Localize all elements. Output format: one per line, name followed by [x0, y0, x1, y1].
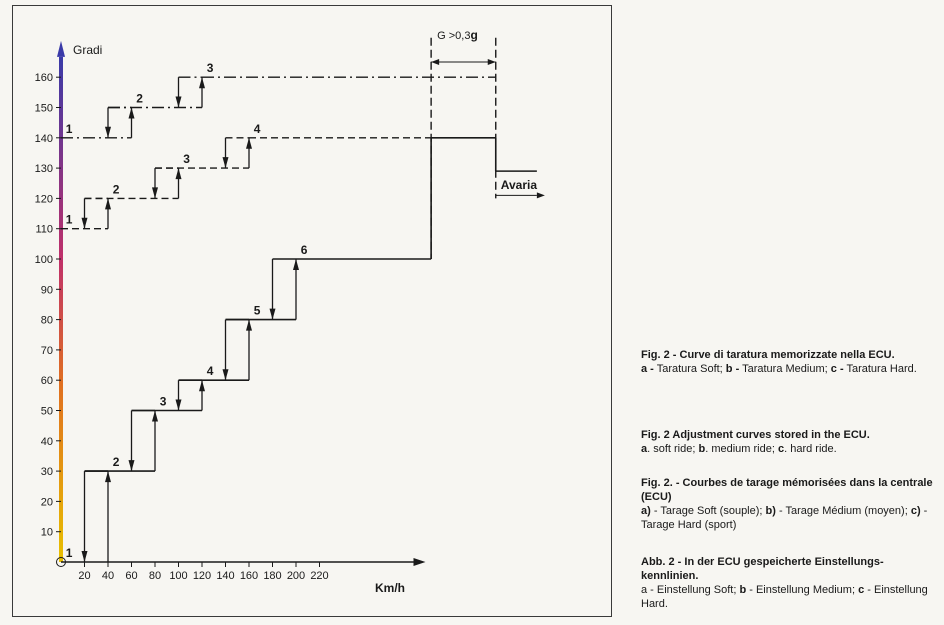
caption-title: Fig. 2 Adjustment curves stored in the ECU. — [641, 429, 870, 441]
caption-german — [641, 555, 933, 611]
y-tick-label: 110 — [35, 223, 53, 236]
y-tick-label: 120 — [34, 193, 53, 206]
x-tick-label: 20 — [78, 570, 91, 582]
soft-up-arrow-head — [105, 471, 111, 482]
y-tick-label: 130 — [34, 163, 53, 176]
medium-up-arrow-head — [105, 198, 111, 209]
medium-step-label: 4 — [253, 121, 261, 136]
caption-body: a - Taratura Soft; b - Taratura Medium; c - Taratura Hard. — [641, 363, 917, 375]
caption-title: Fig. 2. - Courbes de tarage mémorisées dans la centrale (ECU) — [641, 477, 933, 503]
x-tick-label: 220 — [310, 570, 329, 582]
hard-up-arrow-head — [129, 108, 135, 119]
soft-up-arrow-head — [199, 380, 205, 391]
g-window-label: G >0,3g — [437, 27, 478, 42]
medium-step-label: 3 — [183, 152, 190, 167]
x-tick-label: 80 — [148, 570, 162, 582]
hard-step-label: 3 — [206, 61, 214, 76]
medium-step-label: 1 — [65, 212, 73, 227]
medium-down-arrow-head — [223, 157, 229, 168]
hard-down-arrow-head — [105, 127, 111, 138]
hard-down-arrow-head — [176, 97, 182, 108]
soft-down-arrow-head — [176, 400, 182, 411]
caption-body: a. soft ride; b. medium ride; c. hard ride. — [641, 443, 837, 455]
medium-up-arrow-head — [246, 138, 252, 149]
y-tick-label: 60 — [40, 375, 53, 388]
y-tick-label: 90 — [40, 284, 53, 297]
y-tick-label: 40 — [40, 435, 53, 448]
soft-down-arrow-head — [129, 460, 135, 471]
caption-english — [641, 428, 933, 456]
caption-italian — [641, 348, 933, 376]
g-window-arrow-left-icon — [431, 59, 439, 65]
caption-body: a) - Tarage Soft (souple); b) - Tarage Médium (moyen); c) - Tarage Hard (sport) — [641, 505, 928, 531]
avaria-label: Avaria — [500, 178, 537, 193]
x-axis-arrow-icon — [414, 558, 426, 566]
y-tick-label: 150 — [34, 102, 53, 115]
soft-down-arrow-head — [223, 369, 229, 380]
y-axis-title: Gradi — [73, 42, 103, 57]
caption-french — [641, 476, 933, 532]
y-axis-arrow-icon — [57, 41, 65, 57]
hard-up-arrow-head — [199, 77, 205, 88]
soft-step-label: 1 — [65, 546, 73, 560]
x-tick-label: 100 — [169, 570, 188, 582]
x-tick-label: 200 — [286, 570, 306, 582]
x-tick-label: 180 — [263, 570, 282, 582]
y-tick-label: 30 — [40, 466, 53, 479]
soft-step-label: 5 — [253, 303, 261, 318]
soft-up-arrow-head — [293, 259, 299, 270]
y-tick-label: 70 — [40, 344, 53, 357]
medium-step-label: 2 — [112, 182, 120, 197]
y-tick-label: 10 — [40, 526, 53, 539]
y-tick-label: 50 — [40, 405, 53, 418]
y-tick-label: 140 — [34, 132, 53, 145]
g-window-arrow-right-icon — [488, 59, 496, 65]
soft-step-label: 6 — [300, 243, 308, 257]
y-tick-label: 160 — [34, 72, 53, 85]
medium-up-arrow-head — [176, 168, 182, 179]
caption-title: Abb. 2 - In der ECU gespeicherte Einstellungs-kennlinien. — [641, 556, 884, 582]
caption-title: Fig. 2 - Curve di taratura memorizzate nella ECU. — [641, 349, 895, 361]
hard-step-label: 1 — [65, 121, 73, 136]
soft-down-arrow-head — [82, 551, 88, 562]
soft-up-arrow-head — [246, 320, 252, 331]
soft-down-arrow-head — [270, 309, 276, 320]
x-tick-label: 120 — [192, 570, 212, 582]
y-tick-label: 80 — [40, 314, 53, 327]
x-tick-label: 140 — [216, 570, 235, 582]
hard-step-label: 2 — [136, 91, 143, 106]
x-tick-label: 160 — [239, 570, 259, 582]
medium-down-arrow-head — [152, 187, 158, 198]
soft-step-label: 2 — [112, 455, 120, 470]
caption-body: a - Einstellung Soft; b - Einstellung Medium; c - Einstellung Hard. — [641, 584, 928, 610]
x-tick-label: 40 — [101, 570, 115, 582]
soft-step-label: 3 — [159, 394, 167, 409]
soft-up-arrow-head — [152, 411, 158, 422]
y-tick-label: 100 — [34, 254, 53, 266]
x-tick-label: 60 — [125, 570, 138, 582]
medium-down-arrow-head — [82, 218, 88, 229]
avaria-arrow-icon — [537, 192, 545, 198]
soft-step-label: 4 — [206, 364, 214, 379]
y-axis — [59, 57, 63, 562]
y-tick-label: 20 — [40, 496, 53, 509]
x-axis-title: Km/h — [375, 581, 405, 595]
